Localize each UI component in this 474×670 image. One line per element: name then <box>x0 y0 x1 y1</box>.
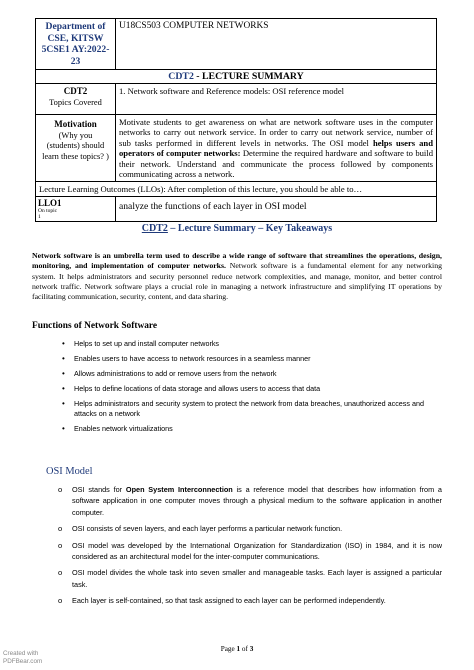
list-item: • Enables network virtualizations <box>62 424 173 433</box>
llo-sublabel-b: 1 <box>38 214 41 221</box>
lecture-summary-table <box>35 18 437 222</box>
functions-list <box>62 339 442 439</box>
motivation-label-cell <box>36 115 116 182</box>
circle-bullet-icon: o <box>58 485 63 494</box>
motivation-sub-3: learn these topics? ) <box>42 151 109 161</box>
topics-content: 1. Network software and Reference models: OSI reference model <box>116 84 437 115</box>
summary-title-text: - LECTURE SUMMARY <box>193 71 304 82</box>
department-name: Department of CSE, KITSW <box>45 21 106 44</box>
department-cell <box>36 19 116 70</box>
motivation-bold: helps users and operators of computer networks: <box>119 137 433 159</box>
list-item: o OSI consists of seven layers, and each layer performs a particular network function. <box>58 524 343 534</box>
intro-paragraph: Network software is an umbrella term used to describe a wide range of software that streamlines the operations, design, monitoring, and implementation of computer networks. Network software is a fundamental element for any networking system. It helps administrators and security personnel reduce network complexities, and manage, monitor, and better control network traffic. Network software plays a crucial role in managing a network infrastructure and simplifying IT operations by facilitating communication, security, content, and data sharing. <box>32 251 443 302</box>
bullet-icon: • <box>62 339 65 348</box>
key-takeaways-title: – Lecture Summary – Key Takeaways <box>167 223 333 234</box>
topics-label: Topics Covered <box>49 97 102 107</box>
llo-label-cell <box>36 197 116 222</box>
motivation-text: Motivate students to get awareness on what are network software uses in the computer networks to carry out network service. In order to carry out network service, number of sub tasks performed in different levels in networks. The OSI model helps users and operators of computer networks: Determine the required hardware and software to build their network. Understand and communicate the process followed by components communicating across a network. <box>116 115 437 182</box>
list-item: • Allows administrations to add or remove users from the network <box>62 369 277 378</box>
pdfbear-watermark: Created with PDFBear.com <box>3 650 43 665</box>
list-item: • Helps to define locations of data storage and allows users to access that data <box>62 384 321 393</box>
list-item: • Enables users to have access to network resources in a seamless manner <box>62 354 311 363</box>
llo-heading: Lecture Learning Outcomes (LLOs): After completion of this lecture, you should be able to… <box>36 182 437 197</box>
motivation-label: Motivation <box>54 119 97 129</box>
list-item: o OSI model divides the whole task into seven smaller and manageable tasks. Each layer is assigned a particular task. <box>58 568 442 589</box>
topics-label-cell <box>36 84 116 115</box>
course-title: U18CS503 COMPUTER NETWORKS <box>116 19 437 70</box>
circle-bullet-icon: o <box>58 540 63 550</box>
summary-code: CDT2 <box>168 71 194 82</box>
list-item: o OSI model was developed by the International Organization for Standardization (ISO) in 1984, and it is now considered as an architectural model for the inter-computer communications. <box>58 540 442 562</box>
circle-bullet-icon: o <box>58 568 63 578</box>
key-takeaways-code: CDT2 <box>141 223 168 234</box>
functions-heading: Functions of Network Software <box>32 321 158 331</box>
key-takeaways-heading <box>0 223 474 234</box>
circle-bullet-icon: o <box>58 524 63 534</box>
bullet-icon: • <box>62 369 65 378</box>
osi-list <box>58 484 442 612</box>
intro-bold: Network software is an umbrella term used to describe a wide range of software that streamlines the operations, design, monitoring, and implementation of computer networks. <box>32 251 442 271</box>
circle-bullet-icon: o <box>58 596 63 606</box>
llo-label: LLO1 <box>38 198 62 209</box>
list-item: o Each layer is self-contained, so that task assigned to each layer can be performed independently. <box>58 596 386 606</box>
list-item: • Helps to set up and install computer networks <box>62 339 220 348</box>
llo-text: analyze the functions of each layer in OSI model <box>116 197 437 222</box>
motivation-sub-1: (Why you <box>58 130 93 140</box>
bullet-icon: • <box>62 354 65 363</box>
motivation-sub-2: (students) should <box>46 141 105 151</box>
section-year: 5CSE1 AY:2022-23 <box>41 44 110 67</box>
lecture-summary-title <box>36 70 437 84</box>
osi-heading: OSI Model <box>46 466 93 477</box>
osi-expansion: Open System Interconnection <box>125 485 233 494</box>
list-item: o OSI stands for Open System Interconnection is a reference model that describes how information from a software application in one computer moves through a physical medium to the software application in another computer. <box>58 485 442 517</box>
bullet-icon: • <box>62 399 65 408</box>
bullet-icon: • <box>62 424 65 433</box>
topics-code: CDT2 <box>63 86 88 96</box>
list-item: • Helps administrators and security system to protect the network from data breaches, unauthorized access and attacks on a network <box>62 399 424 418</box>
page-number: Page 1 of 3 <box>220 645 254 653</box>
bullet-icon: • <box>62 384 65 393</box>
llo-sublabel-a: On topic <box>38 208 58 215</box>
